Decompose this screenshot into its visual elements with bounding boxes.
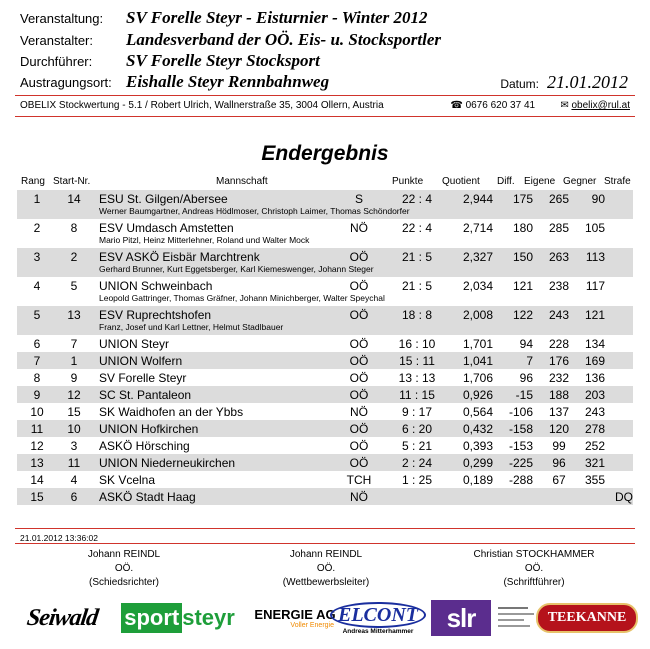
table-row bbox=[17, 335, 633, 352]
teekanne-logo: TEEKANNE bbox=[540, 598, 634, 638]
points-cell: 6 : 20 bbox=[401, 422, 433, 436]
sponsor-logos bbox=[18, 598, 634, 638]
team-players: Franz, Josef und Karl Lettner, Helmut Stadlbauer bbox=[99, 322, 284, 332]
row-main-line bbox=[17, 354, 633, 368]
table-row bbox=[17, 488, 633, 505]
quotient-cell: 2,034 bbox=[462, 279, 493, 293]
header-label: Veranstaltung: bbox=[20, 11, 104, 26]
row-main-line bbox=[17, 473, 633, 487]
header-label: Veranstalter: bbox=[20, 33, 93, 48]
state-cell: OÖ bbox=[349, 250, 369, 264]
state-cell: OÖ bbox=[349, 388, 369, 402]
meta-divider bbox=[15, 116, 635, 117]
opponent-score-cell: 278 bbox=[584, 422, 605, 436]
signer-state: OÖ. bbox=[524, 563, 544, 574]
quotient-cell: 2,944 bbox=[462, 192, 493, 206]
quotient-cell: 1,701 bbox=[462, 337, 493, 351]
col-rang: Rang bbox=[21, 176, 45, 187]
own-score-cell: 176 bbox=[548, 354, 570, 368]
start-number-cell: 11 bbox=[67, 456, 81, 470]
points-cell: 5 : 21 bbox=[401, 439, 433, 453]
col-start: Start-Nr. bbox=[53, 176, 91, 187]
own-score-cell: 285 bbox=[548, 221, 570, 235]
points-cell: 15 : 11 bbox=[399, 354, 435, 368]
opponent-score-cell: 203 bbox=[584, 388, 605, 402]
signer-name: Johann REINDL bbox=[87, 549, 161, 560]
opponent-score-cell: 105 bbox=[584, 221, 605, 235]
date-value: 21.01.2012 bbox=[547, 72, 628, 92]
rang-cell: 1 bbox=[33, 192, 41, 206]
points-cell: 22 : 4 bbox=[401, 192, 433, 206]
row-main-line bbox=[17, 439, 633, 453]
team-name-cell: SK Waidhofen an der Ybbs bbox=[99, 405, 244, 419]
software-info bbox=[20, 100, 630, 111]
start-number-cell: 3 bbox=[70, 439, 78, 453]
col-punkte: Punkte bbox=[392, 176, 424, 187]
start-number-cell: 1 bbox=[70, 354, 78, 368]
start-number-cell: 13 bbox=[67, 308, 81, 322]
difference-cell: -106 bbox=[508, 405, 533, 419]
header-row-austragungsort bbox=[20, 72, 329, 94]
col-strafe: Strafe bbox=[604, 176, 631, 187]
state-cell: S bbox=[354, 192, 363, 206]
row-main-line bbox=[17, 388, 633, 402]
difference-cell: 122 bbox=[512, 308, 533, 322]
header-value: Landesverband der OÖ. Eis- u. Stocksportler bbox=[126, 30, 441, 49]
seiwald-logo: Seiwald bbox=[25, 604, 100, 631]
team-name-cell: SV Forelle Steyr bbox=[99, 371, 187, 385]
table-row bbox=[17, 437, 633, 454]
own-score-cell: 263 bbox=[548, 250, 570, 264]
col-team: Mannschaft bbox=[216, 176, 268, 187]
header-row-veranstalter bbox=[20, 30, 441, 52]
opponent-score-cell: 121 bbox=[584, 308, 605, 322]
row-main-line bbox=[17, 250, 633, 264]
points-cell: 16 : 10 bbox=[398, 337, 436, 351]
signer-role: (Schriftführer) bbox=[503, 577, 565, 588]
team-name-cell: SK Vcelna bbox=[99, 473, 156, 487]
header-label: Austragungsort: bbox=[20, 75, 112, 90]
own-score-cell: 99 bbox=[552, 439, 566, 453]
points-cell: 2 : 24 bbox=[401, 456, 433, 470]
rang-cell: 2 bbox=[33, 221, 41, 235]
signer-role: (Wettbewerbsleiter) bbox=[282, 577, 370, 588]
col-gegner: Gegner bbox=[563, 176, 597, 187]
row-main-line bbox=[17, 422, 633, 436]
row-main-line bbox=[17, 371, 633, 385]
difference-cell: -158 bbox=[508, 422, 533, 436]
rang-cell: 14 bbox=[30, 473, 44, 487]
header-row-veranstaltung bbox=[20, 8, 427, 30]
row-main-line bbox=[17, 405, 633, 419]
quotient-cell: 1,706 bbox=[462, 371, 493, 385]
header-value: SV Forelle Steyr - Eisturnier - Winter 2012 bbox=[126, 8, 428, 27]
table-row bbox=[17, 369, 633, 386]
envelope-icon: ✉ bbox=[560, 100, 569, 111]
start-number-cell: 2 bbox=[70, 250, 78, 264]
own-score-cell: 228 bbox=[548, 337, 570, 351]
date-label: Datum: bbox=[500, 77, 539, 91]
col-quotient: Quotient bbox=[442, 176, 480, 187]
quotient-cell: 2,714 bbox=[462, 221, 493, 235]
elcont-logo: ELCONT Andreas Mitterhammer bbox=[340, 598, 416, 638]
signer-wettbewerbsleiter bbox=[236, 548, 416, 590]
start-number-cell: 7 bbox=[70, 337, 78, 351]
rang-cell: 6 bbox=[33, 337, 41, 351]
difference-cell: -15 bbox=[515, 388, 533, 402]
quotient-cell: 0,299 bbox=[462, 456, 493, 470]
own-score-cell: 232 bbox=[548, 371, 570, 385]
state-cell: OÖ bbox=[349, 337, 369, 351]
table-row bbox=[17, 454, 633, 471]
state-cell: OÖ bbox=[349, 354, 369, 368]
opponent-score-cell: 169 bbox=[584, 354, 605, 368]
points-cell: 22 : 4 bbox=[401, 221, 433, 235]
start-number-cell: 12 bbox=[67, 388, 81, 402]
phone-icon: ☎ bbox=[450, 100, 463, 111]
date bbox=[500, 72, 628, 93]
difference-cell: 175 bbox=[512, 192, 533, 206]
fineprint-graphic bbox=[496, 603, 536, 633]
difference-cell: 150 bbox=[512, 250, 533, 264]
points-cell: 21 : 5 bbox=[401, 279, 433, 293]
state-cell: TCH bbox=[346, 473, 372, 487]
team-name-cell: ASKÖ Hörsching bbox=[99, 439, 190, 453]
rang-cell: 9 bbox=[33, 388, 41, 402]
team-name-cell: SC St. Pantaleon bbox=[99, 388, 192, 402]
team-name-cell: UNION Hofkirchen bbox=[99, 422, 199, 436]
sponsor-fineprint bbox=[494, 598, 538, 638]
team-name-cell: ASKÖ Stadt Haag bbox=[99, 490, 196, 504]
quotient-cell: 0,926 bbox=[462, 388, 493, 402]
opponent-score-cell: 136 bbox=[584, 371, 605, 385]
header-divider bbox=[15, 95, 635, 96]
start-number-cell: 10 bbox=[67, 422, 81, 436]
team-players: Gerhard Brunner, Kurt Eggetsberger, Karl Kiemeswenger, Johann Steger bbox=[99, 264, 374, 274]
difference-cell: 96 bbox=[519, 371, 533, 385]
quotient-cell: 0,432 bbox=[462, 422, 493, 436]
start-number-cell: 5 bbox=[70, 279, 78, 293]
points-cell: 1 : 25 bbox=[401, 473, 433, 487]
opponent-score-cell: 117 bbox=[585, 279, 605, 293]
state-cell: OÖ bbox=[349, 279, 369, 293]
results-table bbox=[17, 190, 633, 505]
team-name-cell: UNION Steyr bbox=[99, 337, 170, 351]
rang-cell: 13 bbox=[30, 456, 44, 470]
state-cell: OÖ bbox=[349, 308, 369, 322]
header-row-durchfuehrer bbox=[20, 51, 320, 73]
rang-cell: 8 bbox=[33, 371, 41, 385]
own-score-cell: 265 bbox=[548, 192, 570, 206]
state-cell: OÖ bbox=[349, 456, 369, 470]
table-row bbox=[17, 190, 633, 219]
header-label: Durchführer: bbox=[20, 54, 93, 69]
start-number-cell: 4 bbox=[70, 473, 78, 487]
team-name-cell: ESV Umdasch Amstetten bbox=[99, 221, 234, 235]
signer-name: Christian STOCKHAMMER bbox=[473, 549, 595, 560]
row-main-line bbox=[17, 337, 633, 351]
difference-cell: 94 bbox=[519, 337, 533, 351]
opponent-score-cell: 90 bbox=[591, 192, 605, 206]
own-score-cell: 243 bbox=[548, 308, 570, 322]
row-main-line bbox=[17, 192, 633, 206]
points-cell: 18 : 8 bbox=[401, 308, 433, 322]
row-main-line bbox=[17, 308, 633, 322]
state-cell: NÖ bbox=[350, 221, 368, 235]
header-value: Eishalle Steyr Rennbahnweg bbox=[126, 72, 330, 91]
state-cell: OÖ bbox=[349, 371, 369, 385]
points-cell: 9 : 17 bbox=[401, 405, 433, 419]
difference-cell: -153 bbox=[508, 439, 533, 453]
start-number-cell: 14 bbox=[67, 192, 81, 206]
opponent-score-cell: 321 bbox=[584, 456, 605, 470]
col-diff: Diff. bbox=[497, 176, 515, 187]
table-row bbox=[17, 471, 633, 488]
team-players: Mario Pitzl, Heinz Mitterlehner, Roland und Walter Mock bbox=[99, 235, 310, 245]
rang-cell: 7 bbox=[33, 354, 41, 368]
team-name-cell: ESV Ruprechtshofen bbox=[99, 308, 212, 322]
rang-cell: 12 bbox=[30, 439, 44, 453]
slr-logo: slr bbox=[430, 598, 492, 638]
table-end-divider bbox=[15, 528, 635, 529]
quotient-cell: 0,393 bbox=[462, 439, 493, 453]
table-row bbox=[17, 352, 633, 369]
own-score-cell: 120 bbox=[548, 422, 570, 436]
state-cell: NÖ bbox=[350, 405, 368, 419]
col-eigene: Eigene bbox=[524, 176, 556, 187]
difference-cell: -225 bbox=[508, 456, 533, 470]
rang-cell: 11 bbox=[30, 422, 44, 436]
quotient-cell: 0,189 bbox=[462, 473, 493, 487]
quotient-cell: 2,008 bbox=[462, 308, 493, 322]
signer-schriftfuehrer bbox=[444, 548, 624, 590]
own-score-cell: 67 bbox=[552, 473, 566, 487]
table-row bbox=[17, 219, 633, 248]
team-name-cell: ESV ASKÖ Eisbär Marchtrenk bbox=[99, 250, 260, 264]
rang-cell: 4 bbox=[33, 279, 41, 293]
difference-cell: 180 bbox=[512, 221, 533, 235]
table-row bbox=[17, 248, 633, 277]
points-cell: 21 : 5 bbox=[401, 250, 433, 264]
own-score-cell: 96 bbox=[552, 456, 566, 470]
signer-role: (Schiedsrichter) bbox=[88, 577, 160, 588]
start-number-cell: 15 bbox=[67, 405, 81, 419]
table-row bbox=[17, 277, 633, 306]
phone-number: 0676 620 37 41 bbox=[465, 100, 536, 111]
table-row bbox=[17, 420, 633, 437]
signer-name: Johann REINDL bbox=[289, 549, 363, 560]
row-main-line bbox=[17, 490, 633, 504]
table-row bbox=[17, 403, 633, 420]
table-row bbox=[17, 306, 633, 335]
signer-state: OÖ. bbox=[114, 563, 134, 574]
opponent-score-cell: 355 bbox=[584, 473, 605, 487]
team-name-cell: UNION Schweinbach bbox=[99, 279, 213, 293]
rang-cell: 10 bbox=[30, 405, 44, 419]
signer-schiedsrichter bbox=[34, 548, 214, 590]
email-link[interactable]: obelix@rul.at bbox=[571, 100, 630, 111]
team-players: Werner Baumgartner, Andreas Hödlmoser, Christoph Laimer, Thomas Schöndorfer bbox=[99, 206, 410, 216]
team-name-cell: ESU St. Gilgen/Abersee bbox=[99, 192, 228, 206]
rang-cell: 3 bbox=[33, 250, 41, 264]
row-main-line bbox=[17, 279, 633, 293]
row-main-line bbox=[17, 221, 633, 235]
own-score-cell: 238 bbox=[548, 279, 570, 293]
opponent-score-cell: 243 bbox=[584, 405, 605, 419]
timestamp: 21.01.2012 13:36:02 bbox=[20, 533, 98, 543]
opponent-score-cell: 113 bbox=[585, 250, 605, 264]
penalty-cell: DQ bbox=[615, 490, 633, 504]
team-name-cell: UNION Wolfern bbox=[99, 354, 183, 368]
points-cell: 11 : 15 bbox=[399, 388, 435, 402]
page-title: Endergebnis bbox=[261, 142, 389, 165]
state-cell: OÖ bbox=[349, 439, 369, 453]
sportsteyr-logo: sport steyr bbox=[108, 598, 248, 638]
team-name-cell: UNION Niederneukirchen bbox=[99, 456, 236, 470]
own-score-cell: 137 bbox=[548, 405, 570, 419]
quotient-cell: 2,327 bbox=[462, 250, 493, 264]
difference-cell: -288 bbox=[508, 473, 533, 487]
own-score-cell: 188 bbox=[548, 388, 570, 402]
email[interactable] bbox=[560, 100, 630, 111]
team-players: Leopold Gattringer, Thomas Gräfner, Johann Minichberger, Walter Speychal bbox=[99, 293, 385, 303]
start-number-cell: 9 bbox=[70, 371, 78, 385]
energie-ag-logo: ENERGIE AG Voller Energie bbox=[254, 607, 336, 629]
quotient-cell: 0,564 bbox=[462, 405, 493, 419]
difference-cell: 7 bbox=[526, 354, 533, 368]
rang-cell: 15 bbox=[30, 490, 44, 504]
quotient-cell: 1,041 bbox=[462, 354, 493, 368]
phone bbox=[450, 100, 560, 111]
table-row bbox=[17, 386, 633, 403]
points-cell: 13 : 13 bbox=[398, 371, 436, 385]
difference-cell: 121 bbox=[512, 279, 533, 293]
state-cell: OÖ bbox=[349, 422, 369, 436]
header-value: SV Forelle Steyr Stocksport bbox=[126, 51, 320, 70]
rang-cell: 5 bbox=[33, 308, 41, 322]
start-number-cell: 6 bbox=[70, 490, 78, 504]
state-cell: NÖ bbox=[350, 490, 368, 504]
row-main-line bbox=[17, 456, 633, 470]
signer-state: OÖ. bbox=[316, 563, 336, 574]
opponent-score-cell: 134 bbox=[584, 337, 605, 351]
footer-divider bbox=[15, 543, 635, 544]
opponent-score-cell: 252 bbox=[584, 439, 605, 453]
start-number-cell: 8 bbox=[70, 221, 78, 235]
software-credit: OBELIX Stockwertung - 5.1 / Robert Ulrich, Wallnerstraße 35, 3004 Ollern, Austria bbox=[20, 100, 384, 111]
